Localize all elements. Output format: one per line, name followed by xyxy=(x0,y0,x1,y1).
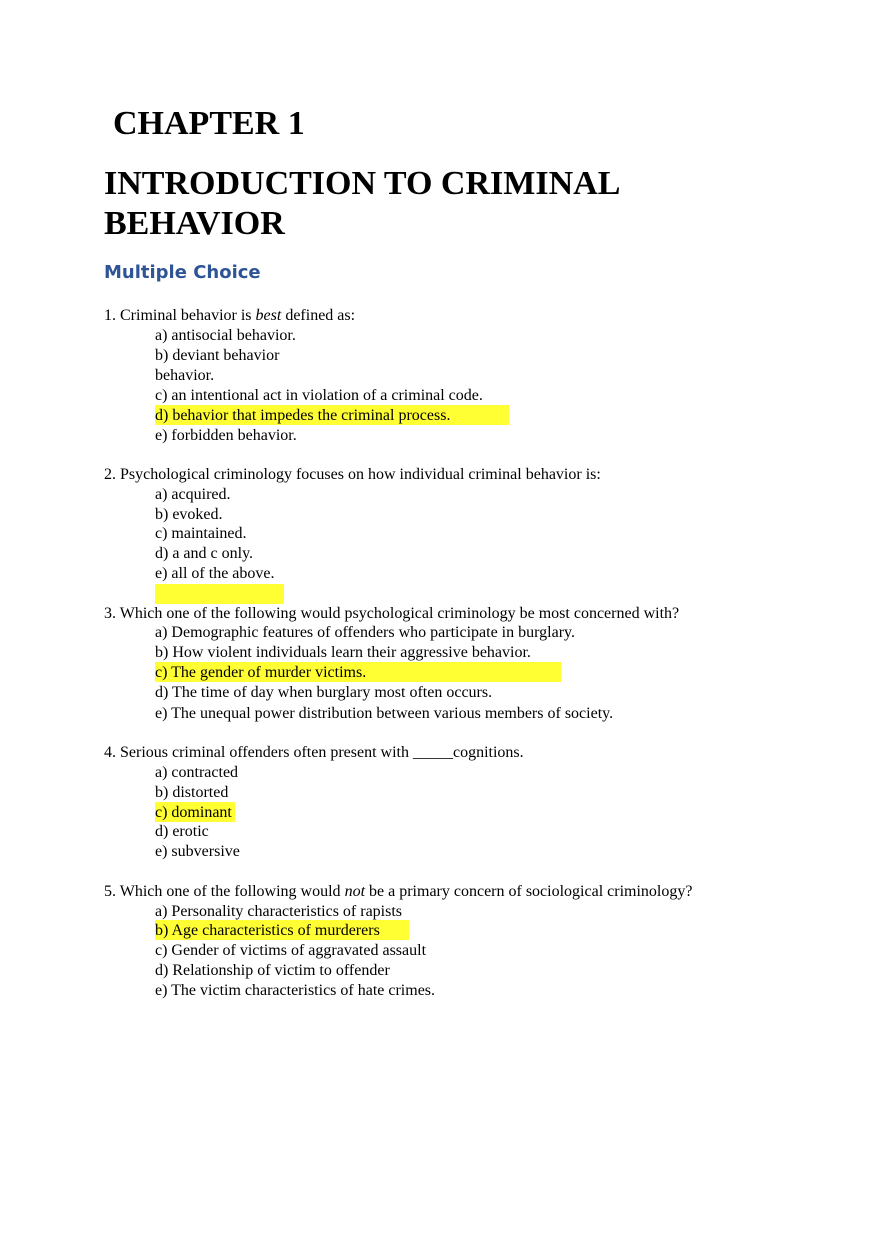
question-2-option-a: a) acquired. xyxy=(155,486,231,503)
question-5-stem: 5. Which one of the following would not be a primary concern of sociological criminology? xyxy=(104,883,693,900)
question-3-stem: 3. Which one of the following would psychological criminology be most concerned with? xyxy=(104,605,680,622)
question-2-option-d: d) a and c only. xyxy=(155,545,254,562)
chapter-title: INTRODUCTION TO CRIMINAL BEHAVIOR xyxy=(104,165,619,242)
question-3-option-a: a) Demographic features of offenders who participate in burglary. xyxy=(155,624,575,641)
question-3-option-d: d) The time of day when burglary most often occurs. xyxy=(155,684,493,701)
question-2-option-c: c) maintained. xyxy=(155,525,247,542)
question-3-option-b: b) How violent individuals learn their aggressive behavior. xyxy=(155,644,531,661)
question-5-option-a: a) Personality characteristics of rapists xyxy=(155,903,403,920)
question-4-option-a: a) contracted xyxy=(155,764,239,781)
question-1-option-b: b) deviant behavior xyxy=(155,347,280,364)
question-5-option-d: d) Relationship of victim to offender xyxy=(155,962,390,979)
question-1-option-e: e) forbidden behavior. xyxy=(155,427,297,444)
question-5-option-b: b) Age characteristics of murderers xyxy=(155,922,380,939)
question-1-option-c: c) an intentional act in violation of a criminal code. xyxy=(155,387,483,404)
question-1-option-a: a) antisocial behavior. xyxy=(155,327,296,344)
chapter-heading: CHAPTER 1 xyxy=(113,105,305,142)
question-4-option-e: e) subversive xyxy=(155,843,240,860)
question-2-option-b: b) evoked. xyxy=(155,506,223,523)
question-3-option-c: c) The gender of murder victims. xyxy=(155,664,367,681)
section-heading: Multiple Choice xyxy=(104,262,261,283)
question-1-option-d: d) behavior that impedes the criminal process. xyxy=(155,407,451,424)
question-3-option-e: e) The unequal power distribution between various members of society. xyxy=(155,705,614,722)
empty-highlight-mark xyxy=(155,584,284,604)
question-4-option-b: b) distorted xyxy=(155,784,229,801)
question-2-option-e: e) all of the above. xyxy=(155,565,275,582)
question-1-stem: 1. Criminal behavior is best defined as: xyxy=(104,307,356,324)
question-5-option-c: c) Gender of victims of aggravated assault xyxy=(155,942,427,959)
question-2-stem: 2. Psychological criminology focuses on how individual criminal behavior is: xyxy=(104,466,601,483)
question-4-option-d: d) erotic xyxy=(155,823,209,840)
question-4-option-c: c) dominant xyxy=(155,804,232,821)
question-5-option-e: e) The victim characteristics of hate crimes. xyxy=(155,982,436,999)
question-1-option-b-continued: behavior. xyxy=(155,367,215,384)
question-4-stem: 4. Serious criminal offenders often present with _____cognitions. xyxy=(104,744,524,761)
